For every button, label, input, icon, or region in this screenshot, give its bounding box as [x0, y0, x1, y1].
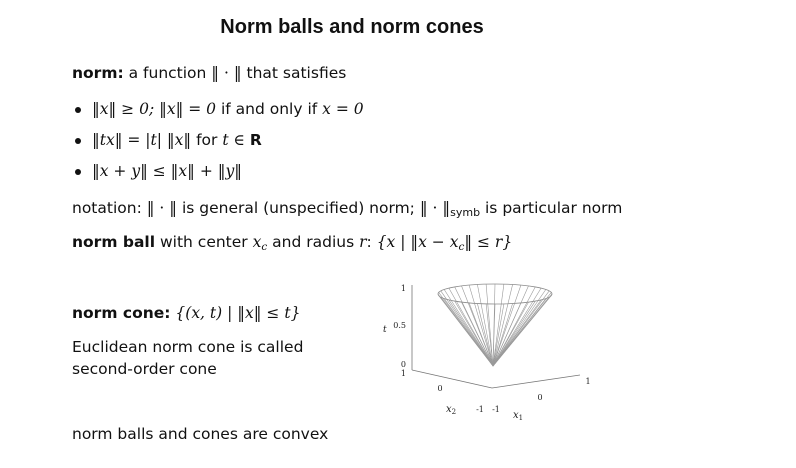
- x2-tick-label: 1: [400, 369, 406, 378]
- norm-ball-term: norm ball: [72, 233, 156, 251]
- norm-symbol: ‖ · ‖: [211, 64, 242, 82]
- x2-tick-label: 0: [437, 384, 443, 393]
- norm-cone-plot: [370, 270, 610, 430]
- list-item: [92, 100, 364, 118]
- set-expression-end: ‖ ≤ r}: [464, 233, 513, 251]
- list-item: [92, 131, 262, 149]
- math-expression: ‖x + y‖ ≤ ‖x‖ + ‖y‖: [92, 162, 243, 180]
- t-tick-label: 1: [400, 284, 406, 293]
- cone-generator-line: [493, 285, 521, 366]
- cone-surface: [438, 284, 552, 366]
- cone-set-expression: {(x, t) | ‖x‖ ≤ t}: [175, 304, 301, 322]
- set-expression: {x | ‖x − x: [376, 233, 459, 251]
- notation-text-1: notation:: [72, 199, 147, 217]
- cone-generator-line: [439, 292, 493, 366]
- ball-text-1: with center: [155, 233, 253, 251]
- radius-symbol: r: [359, 233, 367, 251]
- math-expression: x = 0: [322, 100, 364, 118]
- symb-subscript: symb: [450, 206, 481, 219]
- cone-generator-line: [449, 288, 493, 366]
- math-expression: ‖tx‖ = |t| ‖x‖: [92, 131, 192, 149]
- x1-axis-label: $x_1$: [513, 410, 524, 422]
- norm-symbol: ‖ · ‖: [419, 199, 451, 217]
- x1-tick-label: 1: [585, 377, 591, 386]
- reals-symbol: R: [249, 131, 262, 149]
- ball-text-2: and radius: [267, 233, 360, 251]
- center-symbol: x: [252, 233, 262, 251]
- math-expression: ‖x‖ ≥ 0; ‖x‖ = 0: [92, 100, 217, 118]
- plot-box: [412, 285, 580, 388]
- bullet-dot: [75, 169, 81, 175]
- list-item: [92, 162, 242, 180]
- math-expression: t ∈: [222, 131, 250, 149]
- center-subscript: c: [261, 241, 268, 253]
- page-title: Norm balls and norm cones: [220, 16, 484, 38]
- t-tick-label: 0.5: [393, 321, 406, 330]
- norm-cone-term: norm cone:: [72, 304, 171, 322]
- x2-tick-label: -1: [476, 405, 484, 414]
- euclidean-cone-note: Euclidean norm cone is called second-order cone: [72, 338, 304, 378]
- cone-generator-line: [441, 291, 493, 366]
- convexity-note: norm balls and cones are convex: [72, 425, 329, 443]
- t-tick-label: 0: [400, 360, 406, 369]
- notation-line: [72, 199, 622, 219]
- x2-axis-label: $x_2$: [446, 404, 457, 416]
- notation-text-3: is particular norm: [480, 199, 623, 217]
- bullet-dot: [75, 138, 81, 144]
- x1-tick-label: 0: [537, 393, 543, 402]
- floor-right-edge: [492, 375, 580, 388]
- norm-symbol: ‖ · ‖: [146, 199, 178, 217]
- bullet-text: if and only if: [216, 100, 323, 118]
- ball-text-3: :: [366, 233, 377, 251]
- t-axis-label: t: [383, 325, 387, 335]
- norm-definition: [72, 64, 346, 82]
- set-subscript: c: [458, 241, 465, 253]
- x1-tick-label: -1: [492, 405, 500, 414]
- cone-generator-line: [493, 287, 535, 366]
- bullet-text: for: [191, 131, 223, 149]
- notation-text-2: is general (unspecified) norm;: [177, 199, 420, 217]
- norm-text-2: that satisfies: [241, 64, 347, 82]
- norm-cone-definition: [72, 304, 300, 322]
- norm-ball-definition: [72, 233, 512, 253]
- cone-generator-line: [493, 288, 541, 366]
- norm-term: norm:: [72, 64, 124, 82]
- floor-front-edge: [412, 370, 492, 388]
- bullet-dot: [75, 107, 81, 113]
- norm-text-1: a function: [123, 64, 212, 82]
